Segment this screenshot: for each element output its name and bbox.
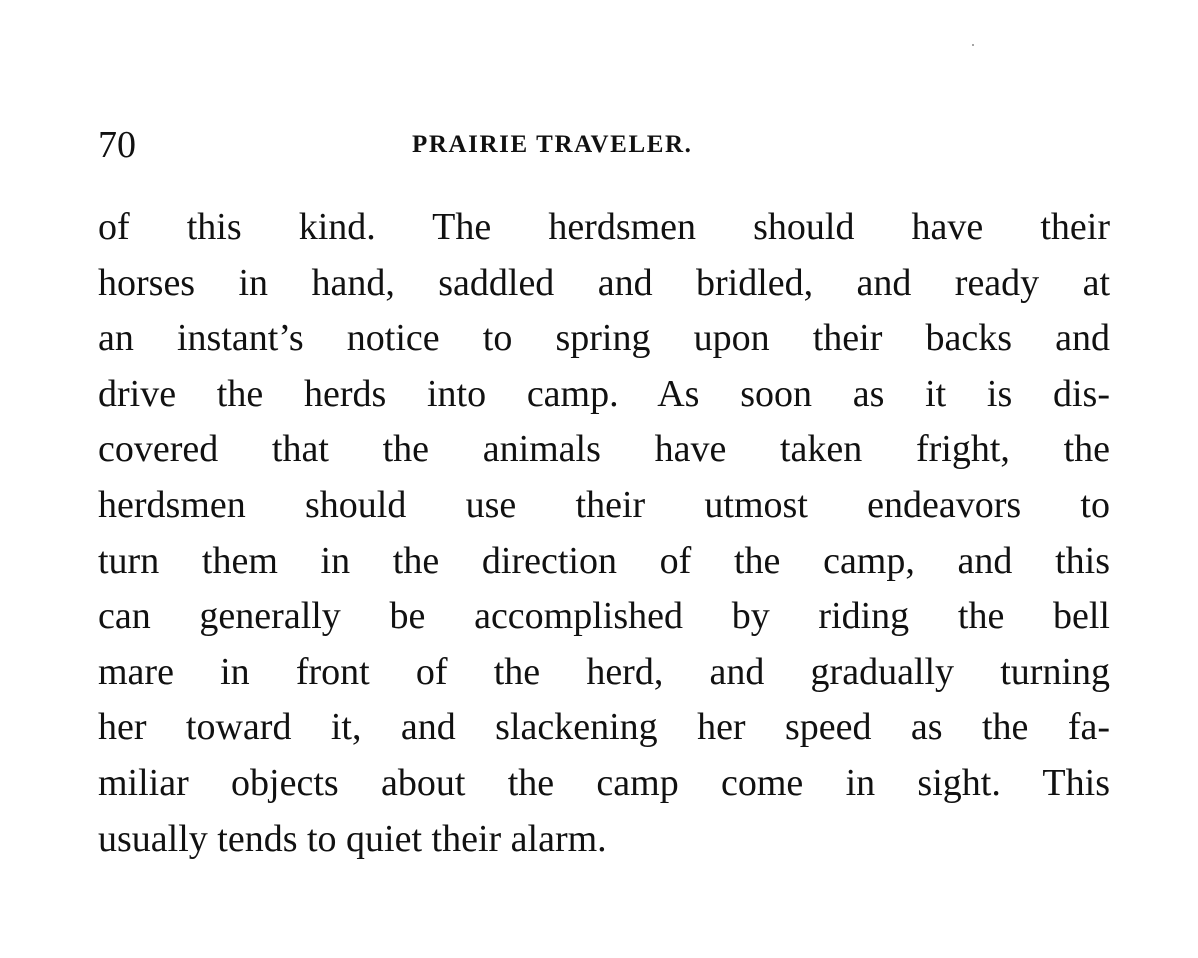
text-line: can generally be accomplished by riding the bell [98, 595, 1110, 638]
page-number: 70 [98, 124, 136, 166]
paper-speck [972, 44, 974, 46]
text-line: drive the herds into camp. As soon as it is dis- [98, 372, 1110, 415]
running-head [98, 122, 1108, 168]
text-line: horses in hand, saddled and bridled, and ready at [98, 261, 1110, 304]
text-line: covered that the animals have taken fright, the [98, 428, 1110, 471]
text-line: of this kind. The herdsmen should have their [98, 206, 1110, 248]
running-title: PRAIRIE TRAVELER. [412, 131, 693, 158]
text-line: turn them in the direction of the camp, and this [98, 539, 1110, 582]
body-paragraph [98, 200, 1110, 867]
text-line: herdsmen should use their utmost endeavors to [98, 483, 1110, 526]
text-line-last: usually tends to quiet their alarm. [98, 817, 607, 860]
text-line: mare in front of the herd, and gradually turning [98, 650, 1110, 693]
text-line: miliar objects about the camp come in sight. This [98, 761, 1110, 804]
text-line: an instant’s notice to spring upon their backs and [98, 317, 1110, 360]
text-line: her toward it, and slackening her speed as the fa- [98, 706, 1110, 749]
